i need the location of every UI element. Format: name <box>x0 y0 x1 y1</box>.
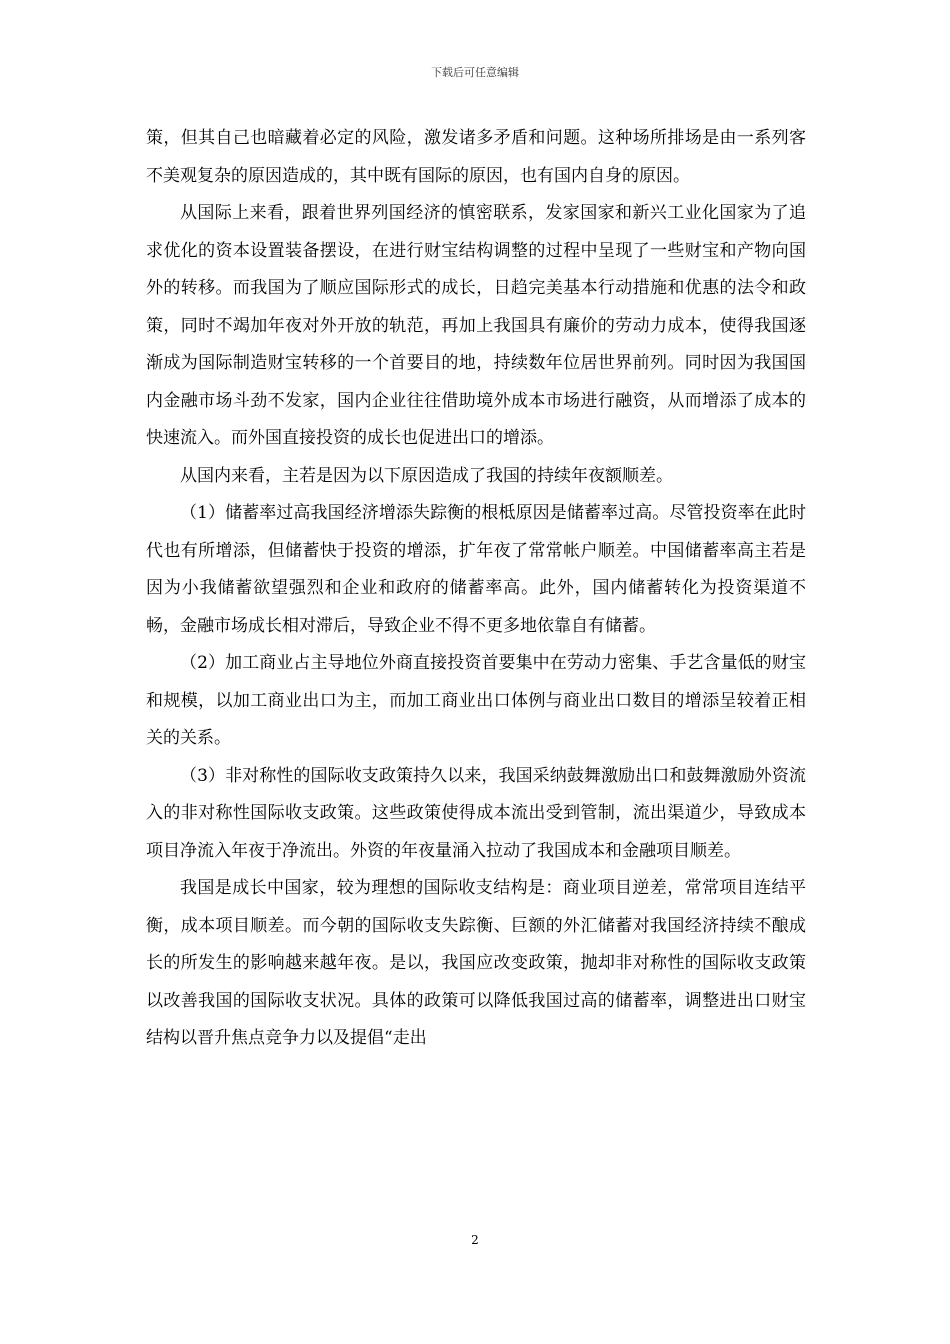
paragraph-5: （2）加工商业占主导地位外商直接投资首要集中在劳动力密集、手艺含量低的财宝和规模，以加工商业出口为主，而加工商业出口体例与商业出口数目的增添呈较着正相关的关系。 <box>146 653 806 748</box>
paragraph-7: 我国是成长中国家，较为理想的国际收支结构是：商业项目逆差，常常项目连结平衡，成本项目顺差。而今朝的国际收支失踪衡、巨额的外汇储蓄对我国经济持续不酿成长的所发生的影响越来越年夜。是以，我国应改变政策，抛却非对称性的国际收支政策以改善我国的国际收支状况。具体的政策可以降低我国过高的储蓄率，调整进出口财宝结构以晋升焦点竞争力以及提倡“走出 <box>146 878 806 1048</box>
page-header: 下载后可任意编辑 <box>431 66 519 79</box>
paragraph-6: （3）非对称性的国际收支政策持久以来，我国采纳鼓舞激励出口和鼓舞激励外资流入的非对称性国际收支政策。这些政策使得成本流出受到管制，流出渠道少，导致成本项目净流入年夜于净流出。外资的年夜量涌入拉动了我国成本和金融项目顺差。 <box>146 765 806 861</box>
paragraph-2: 从国际上来看，跟着世界列国经济的慎密联系，发家国家和新兴工业化国家为了追求优化的资本设置装备摆设，在进行财宝结构调整的过程中呈现了一些财宝和产物向国外的转移。而我国为了顺应国际形式的成长，日趋完美基本行动措施和优惠的法令和政策，同时不竭加年夜对外开放的轨范，再加上我国具有廉价的劳动力成本，使得我国逐渐成为国际制造财宝转移的一个首要目的地，持续数年位居世界前列。同时因为我国国内金融市场斗劲不发家，国内企业往往借助境外成本市场进行融资，从而增添了成本的快速流入。而外国直接投资的成长也促进出口的增添。 <box>146 203 806 448</box>
paragraph-1: 策，但其自己也暗藏着必定的风险，激发诸多矛盾和问题。这种场所排场是由一系列客不美观复杂的原因造成的，其中既有国际的原因，也有国内自身的原因。 <box>146 128 806 186</box>
paragraph-3: 从国内来看，主若是因为以下原因造成了我国的持续年夜额顺差。 <box>180 465 673 486</box>
paragraph-4: （1）储蓄率过高我国经济增添失踪衡的根柢原因是储蓄率过高。尽管投资率在此时代也有所增添，但储蓄快于投资的增添，扩年夜了常常帐户顺差。中国储蓄率高主若是因为小我储蓄欲望强烈和企业和政府的储蓄率高。此外，国内储蓄转化为投资渠道不畅，金融市场成长相对滞后，导致企业不得不更多地依靠自有储蓄。 <box>146 503 806 636</box>
page-number: 2 <box>471 1233 479 1247</box>
document-body <box>146 120 806 1058</box>
